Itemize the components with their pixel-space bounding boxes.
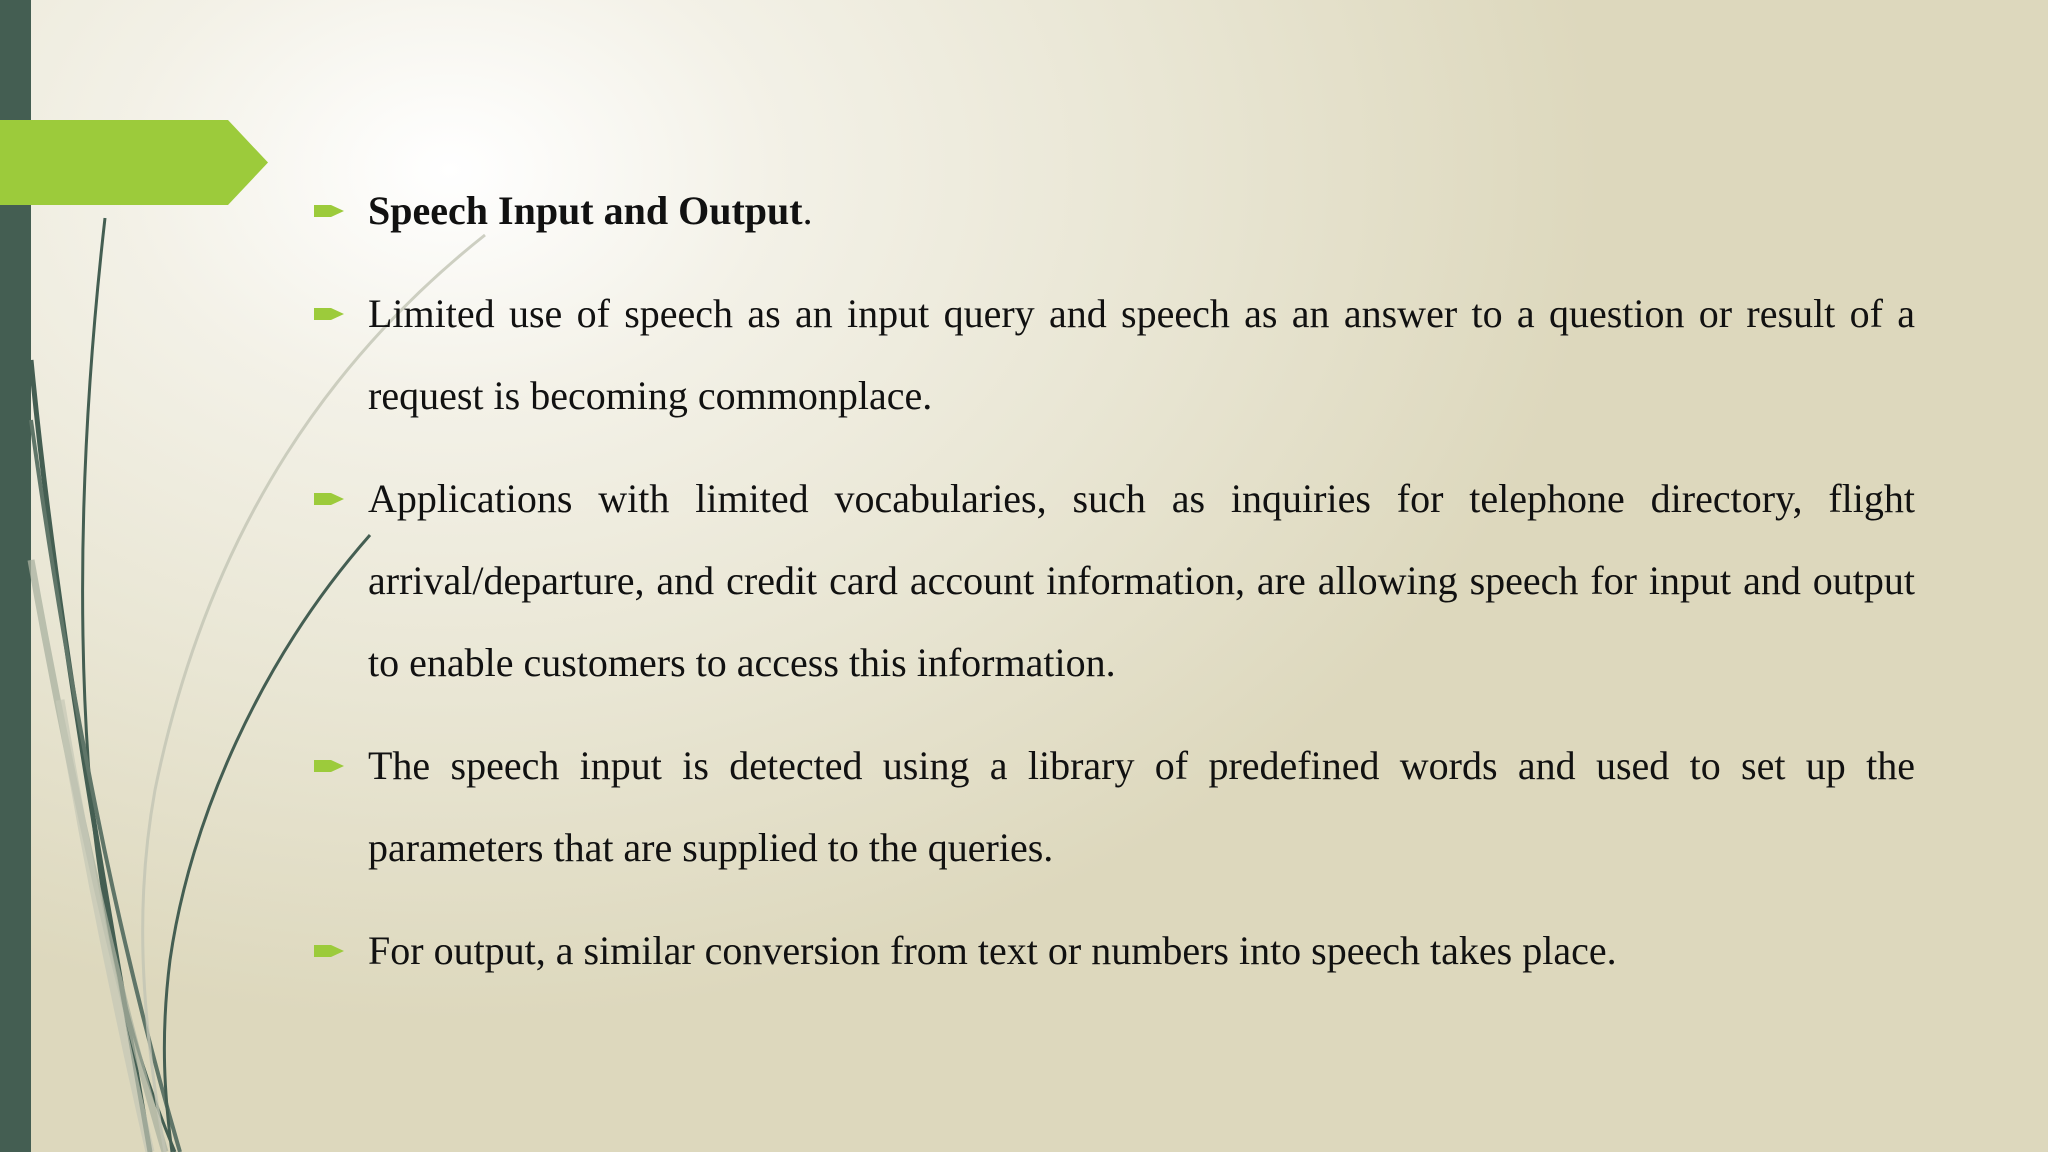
bullet-item-5: [310, 910, 1915, 992]
bullet-text: [368, 170, 1915, 252]
bullet-item-2: [310, 273, 1915, 437]
right-arrow-bullet-icon: [314, 756, 344, 776]
bullet-text: The speech input is detected using a library of predefined words and used to set up the parameters that are supplied to the queries.: [368, 743, 1915, 870]
bullet-heading: Speech Input and Output: [368, 188, 803, 233]
bullet-text: For output, a similar conversion from text or numbers into speech takes place.: [368, 928, 1617, 973]
right-arrow-bullet-icon: [314, 489, 344, 509]
bullet-text: Limited use of speech as an input query and speech as an answer to a question or result of a request is becoming commonplace.: [368, 291, 1915, 418]
bullet-text: Applications with limited vocabularies, such as inquiries for telephone directory, flight arrival/departure, and credit card account information, are allowing speech for input and output to enable customers to access this information.: [368, 476, 1915, 685]
right-arrow-bullet-icon: [314, 941, 344, 961]
right-arrow-bullet-icon: [314, 201, 344, 221]
title-tab-arrow: [0, 120, 268, 205]
bullet-item-3: [310, 458, 1915, 704]
bullet-item-4: [310, 725, 1915, 889]
bullet-heading-punctuation: .: [802, 188, 813, 233]
bullet-list: [310, 170, 1915, 1013]
right-arrow-bullet-icon: [314, 304, 344, 324]
bullet-item-1: [310, 170, 1915, 252]
